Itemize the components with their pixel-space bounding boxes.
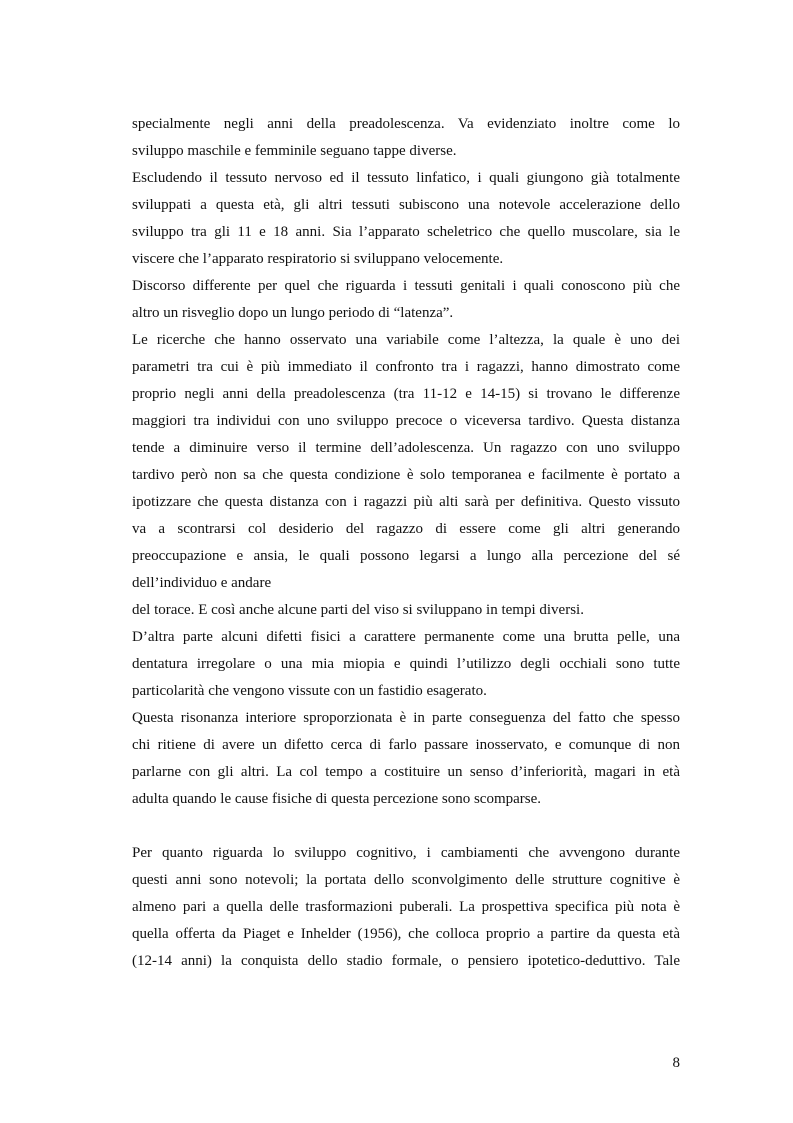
text-line: parlarne con gli altri. La col tempo a costituire un senso d’inferiorità, magari in età <box>132 764 680 780</box>
paragraph <box>132 705 680 813</box>
text-line: Per quanto riguarda lo sviluppo cognitivo, i cambiamenti che avvengono durante <box>132 845 680 861</box>
text-line: maggiori tra individui con uno sviluppo precoce o viceversa tardivo. Questa distanza <box>132 413 680 429</box>
paragraph-spacer <box>132 813 680 840</box>
text-line: tende a diminuire verso il termine dell’adolescenza. Un ragazzo con uno sviluppo <box>132 440 680 456</box>
page-body <box>132 111 680 975</box>
text-line: Questa risonanza interiore sproporzionata è in parte conseguenza del fatto che spesso <box>132 710 680 726</box>
text-line: Escludendo il tessuto nervoso ed il tessuto linfatico, i quali giungono già totalmente <box>132 170 680 186</box>
text-line: adulta quando le cause fisiche di questa percezione sono scomparse. <box>132 791 542 807</box>
text-line: quella offerta da Piaget e Inhelder (1956), che colloca proprio a partire da questa età <box>132 926 680 942</box>
text-line: va a scontrarsi col desiderio del ragazzo di essere come gli altri generando <box>132 521 680 537</box>
text-line: particolarità che vengono vissute con un fastidio esagerato. <box>132 683 487 699</box>
paragraph <box>132 165 680 273</box>
text-line: specialmente negli anni della preadolescenza. Va evidenziato inoltre come lo <box>132 116 680 132</box>
text-line: sviluppo tra gli 11 e 18 anni. Sia l’apparato scheletrico che quello muscolare, sia le <box>132 224 680 240</box>
text-line: ipotizzare che questa distanza con i ragazzi più alti sarà per definitiva. Questo vissuto <box>132 494 680 510</box>
text-line: dentatura irregolare o una mia miopia e quindi l’utilizzo degli occhiali sono tutte <box>132 656 680 672</box>
text-line: (12-14 anni) la conquista dello stadio formale, o pensiero ipotetico-deduttivo. Tale <box>132 953 680 969</box>
text-line: Le ricerche che hanno osservato una variabile come l’altezza, la quale è uno dei <box>132 332 680 348</box>
text-line: dell’individuo e andare <box>132 575 272 591</box>
text-line: chi ritiene di avere un difetto cerca di farlo passare inosservato, e comunque di non <box>132 737 680 753</box>
text-line: Discorso differente per quel che riguarda i tessuti genitali i quali conoscono più che <box>132 278 680 294</box>
text-line: sviluppati a questa età, gli altri tessuti subiscono una notevole accelerazione dello <box>132 197 680 213</box>
text-line: parametri tra cui è più immediato il confronto tra i ragazzi, hanno dimostrato come <box>132 359 680 375</box>
page-number: 8 <box>672 1055 680 1071</box>
text-line: D’altra parte alcuni difetti fisici a carattere permanente come una brutta pelle, una <box>132 629 680 645</box>
text-line: preoccupazione e ansia, le quali possono legarsi a lungo alla percezione del sé <box>132 548 680 564</box>
paragraph <box>132 111 680 165</box>
paragraph <box>132 597 680 624</box>
text-line: sviluppo maschile e femminile seguano tappe diverse. <box>132 143 457 159</box>
text-line: proprio negli anni della preadolescenza (tra 11-12 e 14-15) si trovano le differenze <box>132 386 680 402</box>
paragraph <box>132 840 680 975</box>
text-line: del torace. E così anche alcune parti del viso si sviluppano in tempi diversi. <box>132 602 584 618</box>
paragraph <box>132 624 680 705</box>
text-line: altro un risveglio dopo un lungo periodo di “latenza”. <box>132 305 454 321</box>
paragraph <box>132 327 680 597</box>
paragraph <box>132 273 680 327</box>
text-line: questi anni sono notevoli; la portata dello sconvolgimento delle strutture cognitive è <box>132 872 680 888</box>
text-line: viscere che l’apparato respiratorio si sviluppano velocemente. <box>132 251 504 267</box>
text-line: tardivo però non sa che questa condizione è solo temporanea e facilmente è portato a <box>132 467 680 483</box>
text-line: almeno pari a quella delle trasformazioni puberali. La prospettiva specifica più nota è <box>132 899 680 915</box>
